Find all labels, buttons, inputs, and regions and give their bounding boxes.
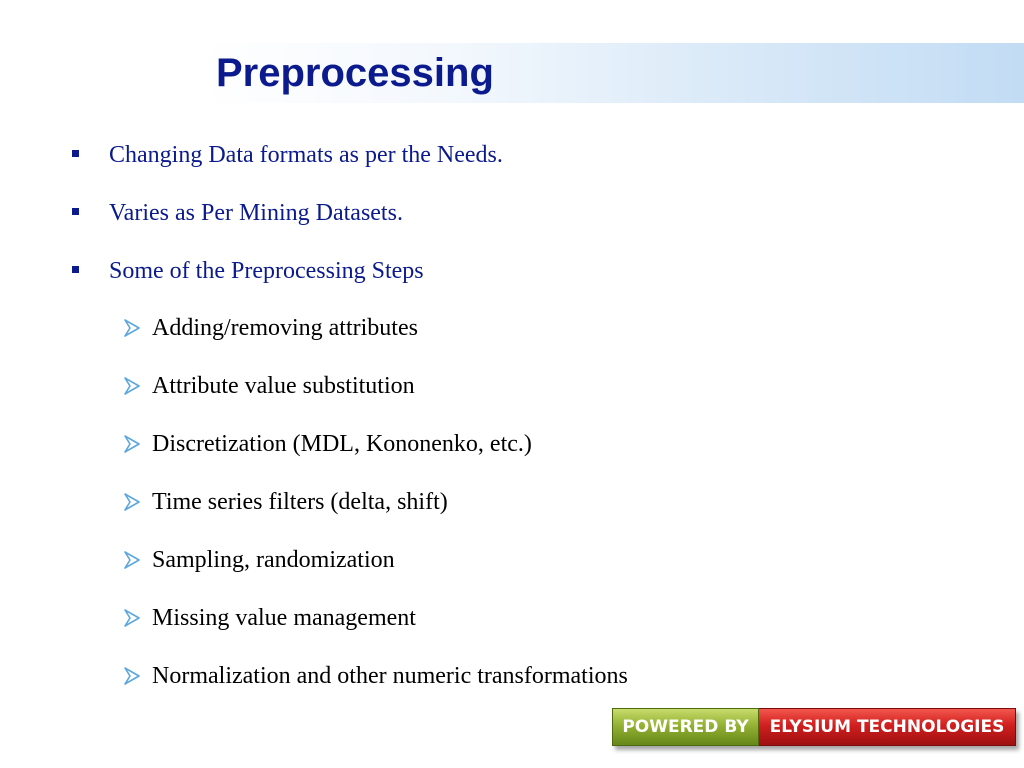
sub-bullet-item-4: [124, 486, 448, 518]
logo-company-name: ELYSIUM TECHNOLOGIES: [759, 708, 1016, 746]
sub-bullet-text: Attribute value substitution: [152, 372, 415, 399]
bullet-text: Varies as Per Mining Datasets.: [109, 199, 403, 226]
powered-by-logo: [612, 708, 1016, 746]
square-bullet-icon: [72, 208, 79, 215]
arrowhead-bullet-icon: [124, 319, 140, 337]
bullet-text: Changing Data formats as per the Needs.: [109, 141, 503, 168]
sub-bullet-item-7: [124, 660, 628, 692]
sub-bullet-text: Sampling, randomization: [152, 546, 395, 573]
logo-powered-by: POWERED BY: [612, 708, 759, 746]
arrowhead-bullet-icon: [124, 377, 140, 395]
sub-bullet-item-5: [124, 544, 395, 576]
arrowhead-bullet-icon: [124, 667, 140, 685]
arrowhead-bullet-icon: [124, 551, 140, 569]
sub-bullet-text: Discretization (MDL, Kononenko, etc.): [152, 430, 532, 457]
bullet-text: Some of the Preprocessing Steps: [109, 257, 424, 284]
square-bullet-icon: [72, 266, 79, 273]
bullet-item-3: [72, 255, 424, 287]
square-bullet-icon: [72, 150, 79, 157]
sub-bullet-text: Normalization and other numeric transformations: [152, 662, 628, 689]
bullet-item-2: [72, 197, 403, 229]
sub-bullet-item-3: [124, 428, 532, 460]
sub-bullet-item-6: [124, 602, 416, 634]
bullet-item-1: [72, 139, 503, 171]
arrowhead-bullet-icon: [124, 493, 140, 511]
sub-bullet-text: Time series filters (delta, shift): [152, 488, 448, 515]
arrowhead-bullet-icon: [124, 609, 140, 627]
sub-bullet-item-1: [124, 312, 418, 344]
sub-bullet-item-2: [124, 370, 415, 402]
sub-bullet-text: Adding/removing attributes: [152, 314, 418, 341]
arrowhead-bullet-icon: [124, 435, 140, 453]
slide-title: Preprocessing: [216, 51, 494, 95]
sub-bullet-text: Missing value management: [152, 604, 416, 631]
